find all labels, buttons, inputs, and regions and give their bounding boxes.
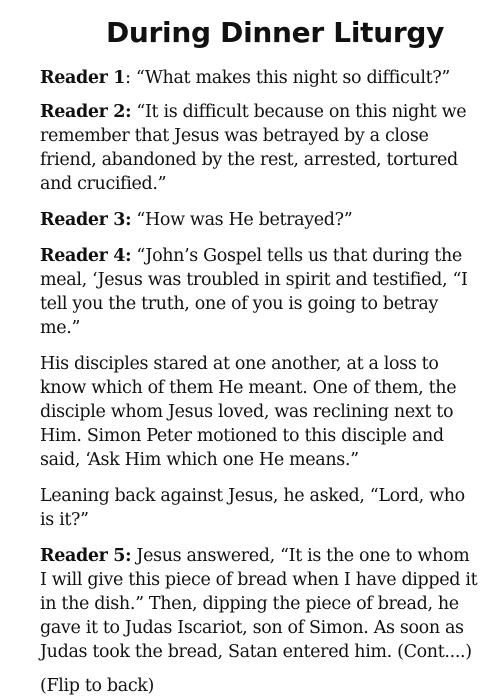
speaker-label: Reader 3: [40,210,132,230]
line-text: “It is difficult because on this night we remember that Jesus was betrayed by a close friend, abandoned by the rest, arrested, tortured and crucified.” [40,102,467,194]
line-text: “How was He betrayed?” [131,210,353,230]
reader-5-line [40,544,480,664]
line-text: Jesus answered, “It is the one to whom I will give this piece of bread when I have dipped it in the dish.” Then, dipping the piece of bread, he gave it to Judas Iscariot, son of Simon. As soon as Judas took the bread, Satan entered him. (Cont....) [40,546,478,662]
flip-note [40,674,480,698]
reader-3-line [40,208,480,232]
line-text: “John’s Gospel tells us that during the meal, ‘Jesus was troubled in spirit and testified, “I tell you the truth, one of you is going to betray me.” [40,246,468,338]
reader-2-line [40,100,480,196]
paragraph-text: His disciples stared at one another, at a loss to know which of them He meant. One of them, the disciple whom Jesus loved, was reclining next to Him. Simon Peter motioned to this disciple and said, ‘Ask Him which one He means.” [40,354,457,470]
line-text: : “What makes this night so difficult?” [125,68,450,88]
narrative-paragraph [40,484,480,532]
speaker-label: Reader 1 [40,68,126,88]
reader-4-line [40,244,480,340]
page-title: During Dinner Liturgy [105,16,445,49]
speaker-label: Reader 2: [40,102,132,122]
speaker-label: Reader 4: [40,246,132,266]
flip-note-text: (Flip to back) [40,676,155,696]
narrative-paragraph [40,352,480,472]
speaker-label: Reader 5: [40,546,132,566]
paragraph-text: Leaning back against Jesus, he asked, “Lord, who is it?” [40,486,465,530]
reader-1-line [40,66,480,90]
